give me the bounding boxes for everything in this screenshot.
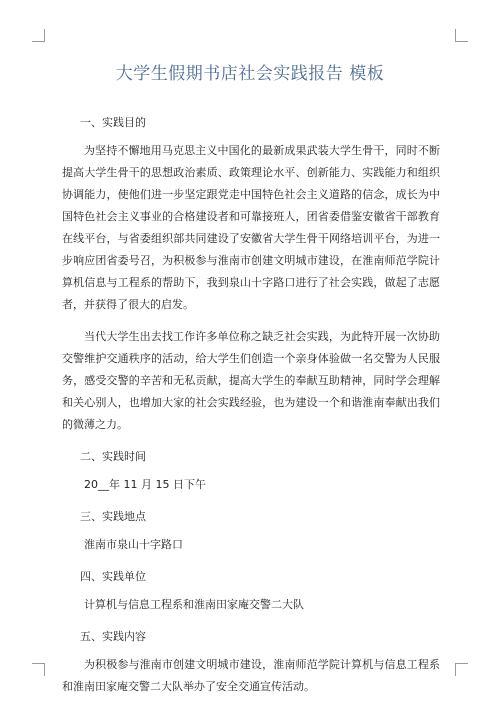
- crop-mark-top-right: [455, 29, 468, 42]
- crop-mark-bottom-left: [32, 663, 45, 676]
- practice-unit: 计算机与信息工程系和淮南田家庵交警二大队: [84, 598, 304, 611]
- practice-time: 20__年 11 月 15 日下午: [84, 478, 206, 491]
- section-heading-time: 二、实践时间: [80, 450, 146, 463]
- paragraph-content-1: 为积极参与淮南市创建文明城市建设，淮南师范学院计算机与信息工程系和淮南田家庵交警二大队举办了安全交通宣传活动。: [62, 658, 440, 693]
- practice-location: 淮南市泉山十字路口: [84, 538, 183, 551]
- section-heading-purpose: 一、实践目的: [80, 116, 146, 129]
- section-heading-location: 三、实践地点: [80, 510, 146, 523]
- crop-mark-bottom-right: [455, 663, 468, 676]
- paragraph-purpose-1: 为坚持不懈地用马克思主义中国化的最新成果武装大学生骨干，同时不断提高大学生骨干的思想政治素质、政策理论水平、创新能力、实践能力和组织协调能力，使他们进一步坚定跟党走中国特色社会主义道路的信念，成长为中国特色社会主义事业的合格建设者和可靠接班人，团省委借鉴安徽省干部教育在线平台，与省委组织部共同建设了安徽省大学生骨干网络培训平台，为进一步响应团省委号召，为积极参与淮南市创建文明城市建设，在淮南师范学院计算机信息与工程系的帮助下，我到泉山十字路口进行了社会实践，做起了志愿者，并获得了很大的启发。: [62, 144, 440, 311]
- paragraph-purpose-2: 当代大学生出去找工作许多单位称之缺乏社会实践，为此特开展一次协助交警维护交通秩序的活动，给大学生们创造一个亲身体验做一名交警为人民服务，感受交警的辛苦和无私贡献，提高大学生的奉献互助精神，同时学会理解和关心别人，也增加大家的社会实践经验，也为建设一个和谐淮南奉献出我们的微薄之力。: [62, 330, 440, 431]
- document-body: [62, 112, 440, 698]
- section-heading-content: 五、实践内容: [80, 630, 146, 643]
- crop-mark-top-left: [32, 29, 45, 42]
- document-title: 大学生假期书店社会实践报告 模板: [115, 64, 385, 84]
- section-heading-unit: 四、实践单位: [80, 570, 146, 583]
